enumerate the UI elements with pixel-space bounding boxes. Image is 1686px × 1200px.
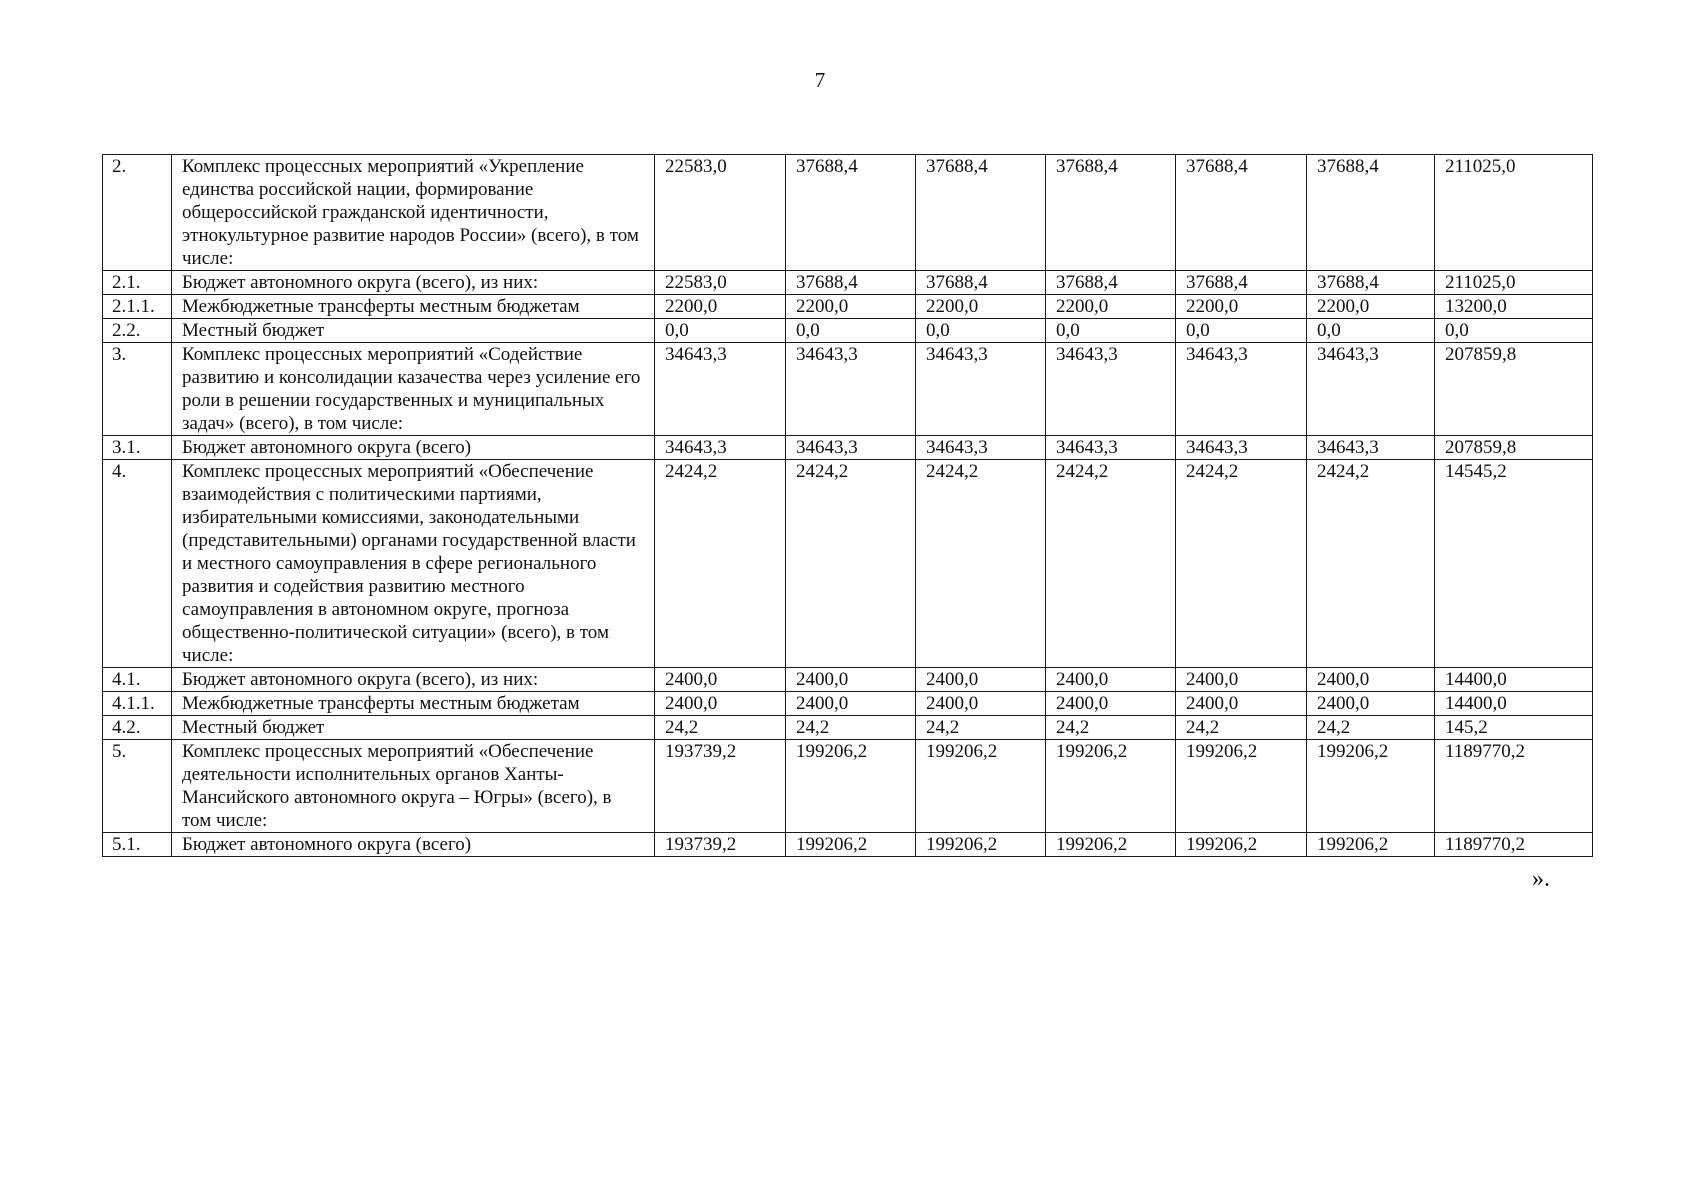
row-year-value: 37688,4: [1046, 271, 1176, 295]
row-year-value: 2424,2: [786, 460, 916, 668]
row-year-value: 0,0: [1046, 319, 1176, 343]
row-year-value: 34643,3: [1176, 436, 1307, 460]
row-total-value: 145,2: [1435, 716, 1593, 740]
row-year-value: 34643,3: [655, 436, 786, 460]
row-year-value: 2400,0: [786, 668, 916, 692]
row-year-value: 199206,2: [916, 740, 1046, 833]
row-year-value: 34643,3: [1176, 343, 1307, 436]
row-name: Комплекс процессных мероприятий «Содействие развитию и консолидации казачества через усиление его роли в решении государственных и муниципальных задач» (всего), в том числе:: [172, 343, 655, 436]
row-code: 2.2.: [103, 319, 172, 343]
row-total-value: 0,0: [1435, 319, 1593, 343]
row-year-value: 34643,3: [1046, 343, 1176, 436]
row-total-value: 14545,2: [1435, 460, 1593, 668]
table-row: [103, 460, 1593, 668]
table-row: [103, 668, 1593, 692]
row-name: Межбюджетные трансферты местным бюджетам: [172, 692, 655, 716]
row-name: Местный бюджет: [172, 716, 655, 740]
table-row: [103, 343, 1593, 436]
row-code: 5.: [103, 740, 172, 833]
row-year-value: 199206,2: [1046, 833, 1176, 857]
row-year-value: 24,2: [655, 716, 786, 740]
row-year-value: 22583,0: [655, 271, 786, 295]
row-year-value: 2400,0: [1307, 668, 1435, 692]
row-year-value: 37688,4: [786, 271, 916, 295]
row-year-value: 2400,0: [1176, 692, 1307, 716]
row-year-value: 2200,0: [916, 295, 1046, 319]
row-year-value: 2400,0: [655, 692, 786, 716]
row-total-value: 14400,0: [1435, 692, 1593, 716]
row-year-value: 2200,0: [1046, 295, 1176, 319]
row-total-value: 211025,0: [1435, 155, 1593, 271]
row-year-value: 22583,0: [655, 155, 786, 271]
row-total-value: 207859,8: [1435, 343, 1593, 436]
row-year-value: 199206,2: [1176, 740, 1307, 833]
row-name: Комплекс процессных мероприятий «Обеспечение деятельности исполнительных органов Ханты-Мансийского автономного округа – Югры» (всего), в том числе:: [172, 740, 655, 833]
row-year-value: 34643,3: [1307, 343, 1435, 436]
table-row: [103, 833, 1593, 857]
row-year-value: 2400,0: [916, 692, 1046, 716]
row-year-value: 37688,4: [1176, 155, 1307, 271]
row-code: 4.1.: [103, 668, 172, 692]
row-year-value: 2400,0: [655, 668, 786, 692]
row-name: Бюджет автономного округа (всего): [172, 833, 655, 857]
table-body: [103, 155, 1593, 857]
row-name: Межбюджетные трансферты местным бюджетам: [172, 295, 655, 319]
row-year-value: 34643,3: [786, 343, 916, 436]
row-year-value: 0,0: [786, 319, 916, 343]
table-row: [103, 319, 1593, 343]
row-year-value: 199206,2: [916, 833, 1046, 857]
row-year-value: 2424,2: [655, 460, 786, 668]
row-year-value: 2400,0: [1176, 668, 1307, 692]
row-code: 2.1.: [103, 271, 172, 295]
row-year-value: 199206,2: [1046, 740, 1176, 833]
row-total-value: 13200,0: [1435, 295, 1593, 319]
row-year-value: 2400,0: [1307, 692, 1435, 716]
row-year-value: 2200,0: [655, 295, 786, 319]
row-year-value: 24,2: [1307, 716, 1435, 740]
row-year-value: 37688,4: [916, 271, 1046, 295]
row-year-value: 34643,3: [655, 343, 786, 436]
row-year-value: 2424,2: [1046, 460, 1176, 668]
row-name: Бюджет автономного округа (всего): [172, 436, 655, 460]
row-year-value: 37688,4: [1307, 271, 1435, 295]
row-name: Местный бюджет: [172, 319, 655, 343]
row-code: 4.2.: [103, 716, 172, 740]
row-year-value: 2200,0: [1307, 295, 1435, 319]
row-code: 2.1.1.: [103, 295, 172, 319]
row-year-value: 199206,2: [786, 740, 916, 833]
row-name: Комплекс процессных мероприятий «Обеспечение взаимодействия с политическими партиями, избирательными комиссиями, законодательными (представительными) органами государственной власти и местного самоуправления в сфере регионального развития и содействия развитию местного самоуправления в автономном округе, прогноза общественно-политической ситуации» (всего), в том числе:: [172, 460, 655, 668]
row-year-value: 34643,3: [916, 343, 1046, 436]
row-year-value: 0,0: [916, 319, 1046, 343]
row-year-value: 34643,3: [1046, 436, 1176, 460]
table-row: [103, 716, 1593, 740]
row-year-value: 37688,4: [1307, 155, 1435, 271]
table-row: [103, 295, 1593, 319]
row-total-value: 1189770,2: [1435, 833, 1593, 857]
row-code: 4.1.1.: [103, 692, 172, 716]
row-year-value: 24,2: [1046, 716, 1176, 740]
row-total-value: 211025,0: [1435, 271, 1593, 295]
row-year-value: 2424,2: [916, 460, 1046, 668]
row-year-value: 193739,2: [655, 740, 786, 833]
row-year-value: 37688,4: [1176, 271, 1307, 295]
row-year-value: 37688,4: [916, 155, 1046, 271]
row-name: Бюджет автономного округа (всего), из них:: [172, 668, 655, 692]
row-year-value: 37688,4: [786, 155, 916, 271]
row-year-value: 2400,0: [1046, 668, 1176, 692]
row-year-value: 199206,2: [786, 833, 916, 857]
row-total-value: 1189770,2: [1435, 740, 1593, 833]
row-year-value: 24,2: [786, 716, 916, 740]
row-year-value: 193739,2: [655, 833, 786, 857]
budget-table: [102, 154, 1593, 857]
row-year-value: 199206,2: [1176, 833, 1307, 857]
row-name: Бюджет автономного округа (всего), из них:: [172, 271, 655, 295]
row-year-value: 2400,0: [786, 692, 916, 716]
row-total-value: 14400,0: [1435, 668, 1593, 692]
row-year-value: 199206,2: [1307, 740, 1435, 833]
table-row: [103, 692, 1593, 716]
row-year-value: 34643,3: [916, 436, 1046, 460]
row-year-value: 0,0: [1176, 319, 1307, 343]
row-code: 3.: [103, 343, 172, 436]
row-year-value: 0,0: [655, 319, 786, 343]
row-year-value: 2424,2: [1176, 460, 1307, 668]
row-name: Комплекс процессных мероприятий «Укрепление единства российской нации, формирование общероссийской гражданской идентичности, этнокультурное развитие народов России» (всего), в том числе:: [172, 155, 655, 271]
table-row: [103, 155, 1593, 271]
row-year-value: 24,2: [1176, 716, 1307, 740]
table-row: [103, 740, 1593, 833]
table-row: [103, 271, 1593, 295]
row-year-value: 2200,0: [786, 295, 916, 319]
row-year-value: 34643,3: [786, 436, 916, 460]
row-total-value: 207859,8: [1435, 436, 1593, 460]
table-row: [103, 436, 1593, 460]
page-number: 7: [814, 68, 826, 92]
row-code: 3.1.: [103, 436, 172, 460]
row-year-value: 0,0: [1307, 319, 1435, 343]
row-year-value: 24,2: [916, 716, 1046, 740]
row-year-value: 199206,2: [1307, 833, 1435, 857]
closing-quote-mark: ».: [1532, 866, 1550, 892]
row-code: 4.: [103, 460, 172, 668]
row-code: 5.1.: [103, 833, 172, 857]
row-code: 2.: [103, 155, 172, 271]
row-year-value: 2400,0: [916, 668, 1046, 692]
row-year-value: 2400,0: [1046, 692, 1176, 716]
row-year-value: 2424,2: [1307, 460, 1435, 668]
row-year-value: 34643,3: [1307, 436, 1435, 460]
row-year-value: 2200,0: [1176, 295, 1307, 319]
row-year-value: 37688,4: [1046, 155, 1176, 271]
